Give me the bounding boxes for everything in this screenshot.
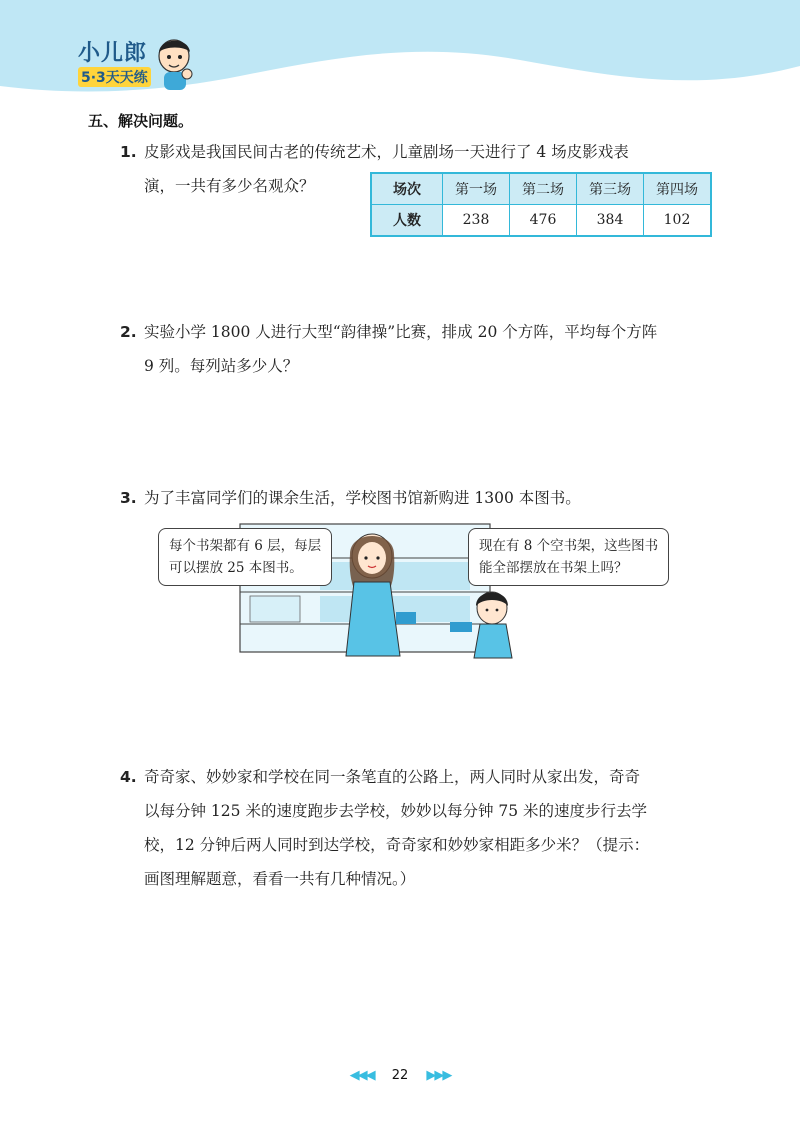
section-title: 五、解决问题。 [88, 112, 194, 130]
question-text-line: 以每分钟 125 米的速度跑步去学校，妙妙以每分钟 75 米的速度步行去学 [144, 802, 648, 820]
bubble-text-line: 每个书架都有 6 层，每层 [169, 538, 322, 554]
table-cell: 第四场 [644, 173, 712, 205]
logo-brand: 小儿郎 [78, 41, 148, 66]
question-number: 3. [120, 489, 137, 507]
question-text-line: 为了丰富同学们的课余生活，学校图书馆新购进 1300 本图书。 [144, 489, 581, 507]
table-row-header: 场次 [371, 173, 443, 205]
question-4 [120, 760, 744, 896]
speech-bubble-left [158, 528, 332, 586]
question-text-line: 画图理解题意，看看一共有几种情况。） [144, 870, 416, 888]
table-cell: 102 [644, 205, 712, 237]
bubble-text-line: 可以摆放 25 本图书。 [169, 560, 303, 576]
table-cell: 384 [577, 205, 644, 237]
table-cell: 第三场 [577, 173, 644, 205]
question-text-line: 奇奇家、妙妙家和学校在同一条笔直的公路上，两人同时从家出发，奇奇 [144, 768, 641, 786]
question-text-line: 9 列。每列站多少人？ [144, 357, 299, 375]
bubble-text-line: 能全部摆放在书架上吗？ [479, 560, 628, 576]
prev-arrows-icon: ◀◀◀ [349, 1068, 374, 1083]
next-arrows-icon: ▶▶▶ [426, 1068, 451, 1083]
table-row [371, 173, 711, 205]
question-3 [120, 481, 734, 515]
page-number: 22 [391, 1068, 409, 1083]
bubble-text-line: 现在有 8 个空书架，这些图书 [479, 538, 659, 554]
table-row [371, 205, 711, 237]
speech-bubble-right [468, 528, 669, 586]
question-number: 4. [120, 768, 137, 786]
audience-table [370, 172, 712, 237]
page-footer [0, 1068, 800, 1083]
table-cell: 第一场 [443, 173, 510, 205]
question-text-line: 校，12 分钟后两人同时到达学校，奇奇家和妙妙家相距多少米？（提示： [144, 836, 650, 854]
question-2 [120, 315, 734, 383]
question-text-line: 皮影戏是我国民间古老的传统艺术，儿童剧场一天进行了 4 场皮影戏表 [144, 143, 629, 161]
question-number: 1. [120, 143, 137, 161]
question-text-line: 演，一共有多少名观众？ [144, 177, 315, 195]
question-number: 2. [120, 323, 137, 341]
table-cell: 476 [510, 205, 577, 237]
logo-subtitle: 5·3天天练 [78, 67, 151, 87]
table-row-header: 人数 [371, 205, 443, 237]
table-cell: 238 [443, 205, 510, 237]
table-cell: 第二场 [510, 173, 577, 205]
question-text-line: 实验小学 1800 人进行大型“韵律操”比赛，排成 20 个方阵，平均每个方阵 [144, 323, 658, 341]
boy-mascot-icon [152, 34, 196, 92]
logo [78, 36, 151, 87]
